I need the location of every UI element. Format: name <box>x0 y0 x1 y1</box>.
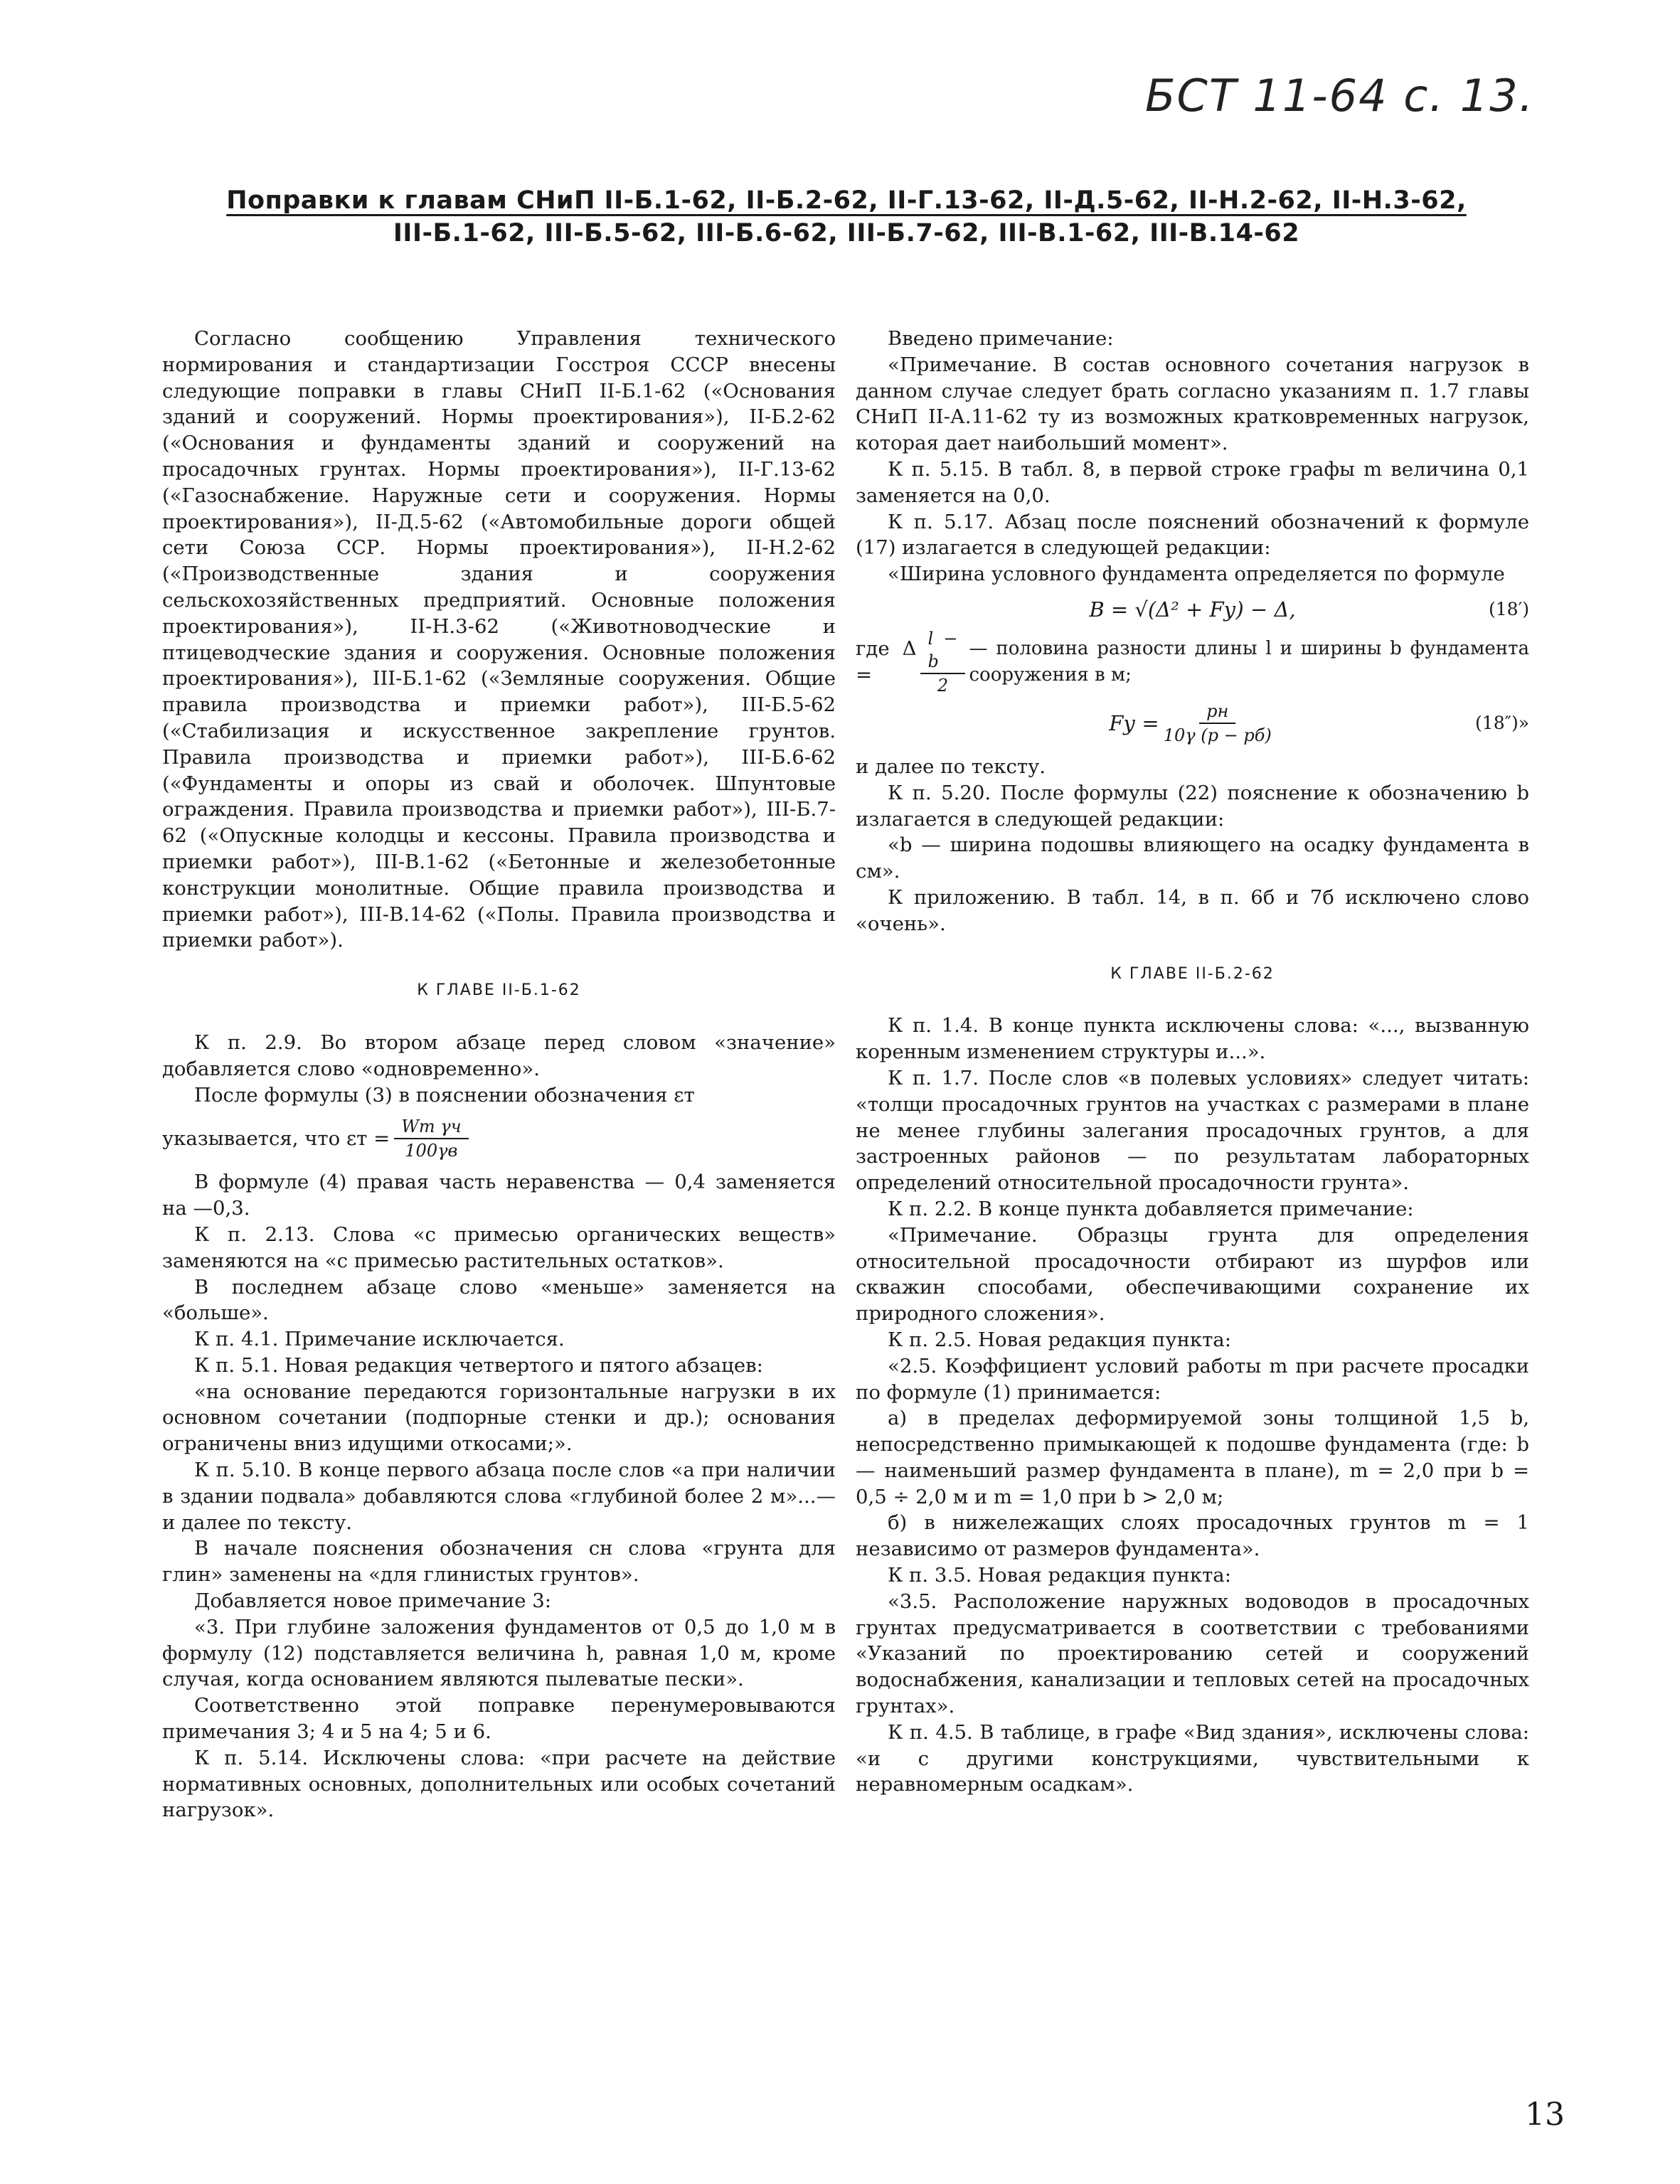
formula-3-numerator: Wт γч <box>394 1115 468 1139</box>
paragraph-5-1-quote: «на основание передаются горизонтальные нагрузки в их основном сочетании (подпорные стенки и др.); основания ограничены вниз идущими откосами;». <box>162 1380 836 1456</box>
paragraph-5-10-b: В начале пояснения обозначения сн слова «грунта для глин» заменены на «для глинистых грунтов». <box>162 1537 836 1587</box>
paragraph-5-20: К п. 5.20. После формулы (22) пояснение к обозначению b излагается в следующей редакции: <box>856 781 1529 831</box>
formula-3-fraction <box>394 1115 468 1162</box>
paragraph-5-1: К п. 5.1. Новая редакция четвертого и пятого абзацев: <box>194 1353 763 1377</box>
formula-18b-numerator: pн <box>1199 700 1235 724</box>
paragraph-5-20-quote: «b — ширина подошвы влияющего на осадку фундамента в см». <box>856 833 1529 883</box>
paragraph-3-5-quote: «3.5. Расположение наружных водоводов в просадочных грунтах предусматривается в соответствии с требованиями «Указаний по проектированию сетей и сооружений водоснабжения, канализации и тепловых сетей на просадочных грунтах». <box>856 1589 1529 1718</box>
paragraph-1-4: К п. 1.4. В конце пункта исключены слова: «..., вызванную коренным изменением структуры и...». <box>856 1014 1529 1064</box>
note-3-intro: Добавляется новое примечание 3: <box>194 1589 552 1613</box>
title-line-2: III-Б.1-62, III-Б.5-62, III-Б.6-62, III-Б.7-62, III-В.1-62, III-В.14-62 <box>393 219 1300 247</box>
formula-18-double-prime <box>856 693 1529 754</box>
paragraph-2-2-note: «Примечание. Образцы грунта для определения относительной просадочности отбирают из шурфов или скважин способами, обеспечивающими сохранение их природного сложения». <box>856 1223 1529 1326</box>
left-column <box>162 326 836 1823</box>
section-heading-ii-b1: К ГЛАВЕ II-Б.1-62 <box>417 981 581 1000</box>
note-text: «Примечание. В состав основного сочетания нагрузок в данном случае следует брать согласно указаниям п. 1.7 главы СНиП II-А.11-62 ту из возможных кратковременных нагрузок, которая дает наибольший момент». <box>856 353 1529 455</box>
delta-definition <box>856 628 1529 696</box>
paragraph-2-13-b: В последнем абзаце слово «меньше» заменяется на «больше». <box>162 1275 836 1325</box>
delta-explanation: — половина разности длины l и ширины b фундамента сооружения в м; <box>969 638 1529 686</box>
formula-18b-number: (18″)» <box>1475 712 1529 733</box>
paragraph-4-5: К п. 4.5. В таблице, в графе «Вид здания», исключены слова: «и с другими конструкциями, чувствительными к неравномерным осадкам». <box>856 1720 1529 1796</box>
formula-3-denominator: 100γв <box>405 1141 458 1161</box>
delta-lead: где Δ = <box>856 637 917 686</box>
formula-18b-denominator: 10γ (p − pб) <box>1163 725 1272 745</box>
right-column <box>856 326 1529 1798</box>
section-heading-ii-b2: К ГЛАВЕ II-Б.2-62 <box>1110 964 1275 983</box>
paragraph-5-17: К п. 5.17. Абзац после пояснений обозначений к формуле (17) излагается в следующей редакции: <box>856 510 1529 560</box>
paragraph-1-7: К п. 1.7. После слов «в полевых условиях» следует читать: «толщи просадочных грунтов на участках с размерами в плане не менее глубины залегания просадочных грунтов, а для застроенных районов — по результатам лабораторных определений относительной просадочности грунта». <box>856 1066 1529 1195</box>
formula-18-number: (18′) <box>1489 598 1529 619</box>
note-3-text: «3. При глубине заложения фундаментов от 0,5 до 1,0 м в формулу (12) подставляется величина h, равная 1,0 м, кроме случая, когда основанием являются пылеватые пески». <box>162 1615 836 1691</box>
paragraph-3-5: К п. 3.5. Новая редакция пункта: <box>888 1564 1231 1587</box>
paragraph-5-14: К п. 5.14. Исключены слова: «при расчете на действие нормативных основных, дополнительных или особых сочетаний нагрузок». <box>162 1746 836 1822</box>
formula-3-intro: После формулы (3) в пояснении обозначения εт <box>194 1083 695 1107</box>
delta-denominator: 2 <box>937 675 949 696</box>
formula-3 <box>162 1108 836 1169</box>
paragraph-5-17-quote: «Ширина условного фундамента определяется по формуле <box>888 563 1505 586</box>
paragraph-2-5-b: б) в нижележащих слоях просадочных грунтов m = 1 независимо от размеров фундамента». <box>856 1511 1529 1561</box>
paragraph-formula-4: В формуле (4) правая часть неравенства — 0,4 заменяется на —0,3. <box>162 1171 836 1220</box>
document-title <box>171 186 1522 247</box>
delta-fraction <box>920 627 964 697</box>
formula-18b-lead: Fу = <box>1109 710 1159 735</box>
delta-numerator: l − b <box>920 627 964 674</box>
paragraph-4-1: К п. 4.1. Примечание исключается. <box>194 1328 565 1351</box>
further-text: и далее по тексту. <box>856 755 1046 778</box>
paragraph-2-5-quote: «2.5. Коэффициент условий работы m при расчете просадки по формуле (1) принимается: <box>856 1354 1529 1404</box>
paragraph-2-13: К п. 2.13. Слова «с примесью органических веществ» заменяются на «с примесью растительных остатков». <box>162 1222 836 1272</box>
paragraph-5-10: К п. 5.10. В конце первого абзаца после слов «а при наличии в здании подвала» добавляются слова «глубиной более 2 м»...— и далее по тексту. <box>162 1459 836 1534</box>
formula-18b-fraction <box>1164 700 1272 747</box>
note-intro: Введено примечание: <box>888 327 1114 350</box>
paragraph-5-15: К п. 5.15. В табл. 8, в первой строке графы m величина 0,1 заменяется на 0,0. <box>856 457 1529 507</box>
title-line-1: Поправки к главам СНиП II-Б.1-62, II-Б.2-62, II-Г.13-62, II-Д.5-62, II-Н.2-62, II-Н.3-62, <box>226 186 1467 215</box>
archive-stamp: БСТ 11-64 с. 13. <box>1145 70 1535 122</box>
paragraph-2-5-a: а) в пределах деформируемой зоны толщиной 1,5 b, непосредственно примыкающей к подошве фундамента (где: b — наименьший размер фундамента в плане), m = 2,0 при b = 0,5 ÷ 2,0 м и m = 1,0 при b > 2,0 м; <box>856 1407 1529 1508</box>
appendix-paragraph: К приложению. В табл. 14, в п. 6б и 7б исключено слово «очень». <box>856 885 1529 935</box>
paragraph-2-9: К п. 2.9. Во втором абзаце перед словом «значение» добавляется слово «одновременно». <box>162 1030 836 1080</box>
renumbering-paragraph: Соответственно этой поправке перенумеровываются примечания 3; 4 и 5 на 4; 5 и 6. <box>162 1694 836 1744</box>
formula-18-prime <box>856 587 1529 632</box>
paragraph-2-5: К п. 2.5. Новая редакция пункта: <box>888 1328 1231 1351</box>
intro-paragraph: Согласно сообщению Управления технического нормирования и стандартизации Госстроя СССР внесены следующие поправки в главы СНиП II-Б.1-62 («Основания зданий и сооружений. Нормы проектирования»), II-Б.2-62 («Основания и фундаменты зданий и сооружений на просадочных грунтах. Нормы проектирования»), II-Г.13-62 («Газоснабжение. Наружные сети и сооружения. Нормы проектирования»), II-Д.5-62 («Автомобильные дороги общей сети Союза ССР. Нормы проектирования»), II-Н.2-62 («Производственные здания и сооружения сельскохозяйственных предприятий. Основные положения проектирования»), II-Н.3-62 («Животноводческие и птицеводческие здания и сооружения. Основные положения проектирования»), III-Б.1-62 («Земляные сооружения. Общие правила производства и приемки работ»), III-Б.5-62 («Стабилизация и искусственное закрепление грунтов. Правила производства и приемки работ»), III-Б.6-62 («Фундаменты и опоры из свай и оболочек. Шпунтовые ограждения. Правила производства и приемки работ»), III-Б.7-62 («Опускные колодцы и кессоны. Правила производства и приемки работ»), III-В.1-62 («Бетонные и железобетонные конструкции монолитные. Общие правила производства и приемки работ»), III-В.14-62 («Полы. Правила производства и приемки работ»). <box>162 327 836 952</box>
paragraph-2-2: К п. 2.2. В конце пункта добавляется примечание: <box>888 1197 1414 1220</box>
formula-18-expression: B = √(Δ² + Fу) − Δ, <box>1089 597 1296 622</box>
page-number: 13 <box>1525 2097 1565 2133</box>
formula-3-lead: указывается, что εт = <box>162 1126 390 1150</box>
